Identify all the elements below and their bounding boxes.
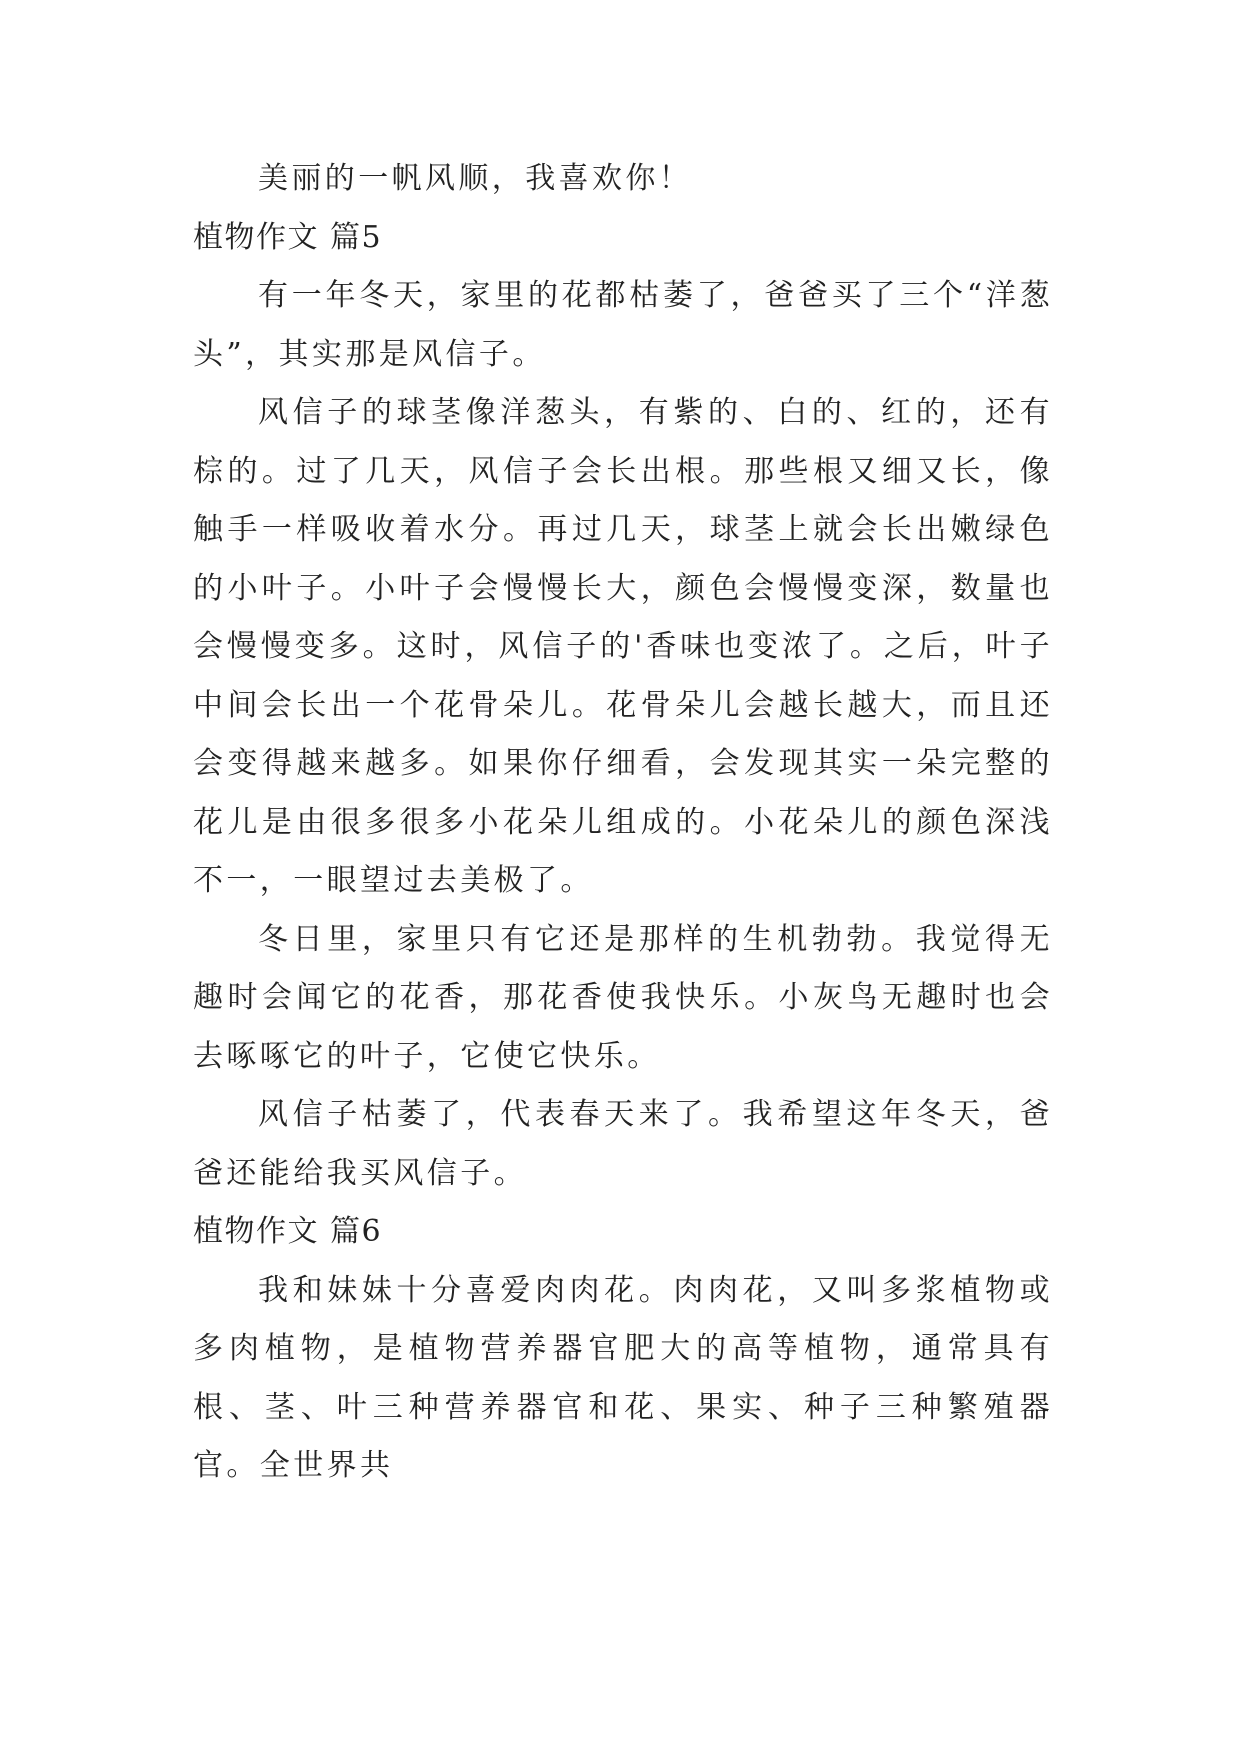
paragraph: 冬日里，家里只有它还是那样的生机勃勃。我觉得无趣时会闻它的花香，那花香使我快乐。小灰鸟无趣时也会去啄啄它的叶子，它使它快乐。 (193, 921, 1053, 1074)
section-heading: 植物作文 篇5 (193, 219, 383, 255)
essay-section-6 (193, 1203, 1053, 1496)
paragraph: 有一年冬天，家里的花都枯萎了，爸爸买了三个“洋葱头”，其实那是风信子。 (193, 278, 1053, 372)
section-heading: 植物作文 篇6 (193, 1214, 383, 1249)
paragraph: 风信子的球茎像洋葱头，有紫的、白的、红的，还有棕的。过了几天，风信子会长出根。那些根又细又长，像触手一样吸收着水分。再过几天，球茎上就会长出嫩绿色的小叶子。小叶子会慢慢长大，颜色会慢慢变深，数量也会慢慢变多。这时，风信子的'香味也变浓了。之后，叶子中间会长出一个花骨朵儿。花骨朵儿会越长越大，而且还会变得越来越多。如果你仔细看，会发现其实一朵完整的花儿是由很多很多小花朵儿组成的。小花朵儿的颜色深浅不一，一眼望过去美极了。 (193, 395, 1053, 898)
paragraph: 我和妹妹十分喜爱肉肉花。肉肉花，又叫多浆植物或多肉植物，是植物营养器官肥大的高等植物，通常具有根、茎、叶三种营养器官和花、果实、种子三种繁殖器官。全世界共 (193, 1272, 1053, 1483)
paragraph: 风信子枯萎了，代表春天来了。我希望这年冬天，爸爸还能给我买风信子。 (193, 1097, 1053, 1191)
document-page (193, 150, 1053, 1496)
essay-section-5 (193, 209, 1053, 1204)
intro-closing-line: 美丽的一帆风顺，我喜欢你！ (258, 161, 693, 196)
